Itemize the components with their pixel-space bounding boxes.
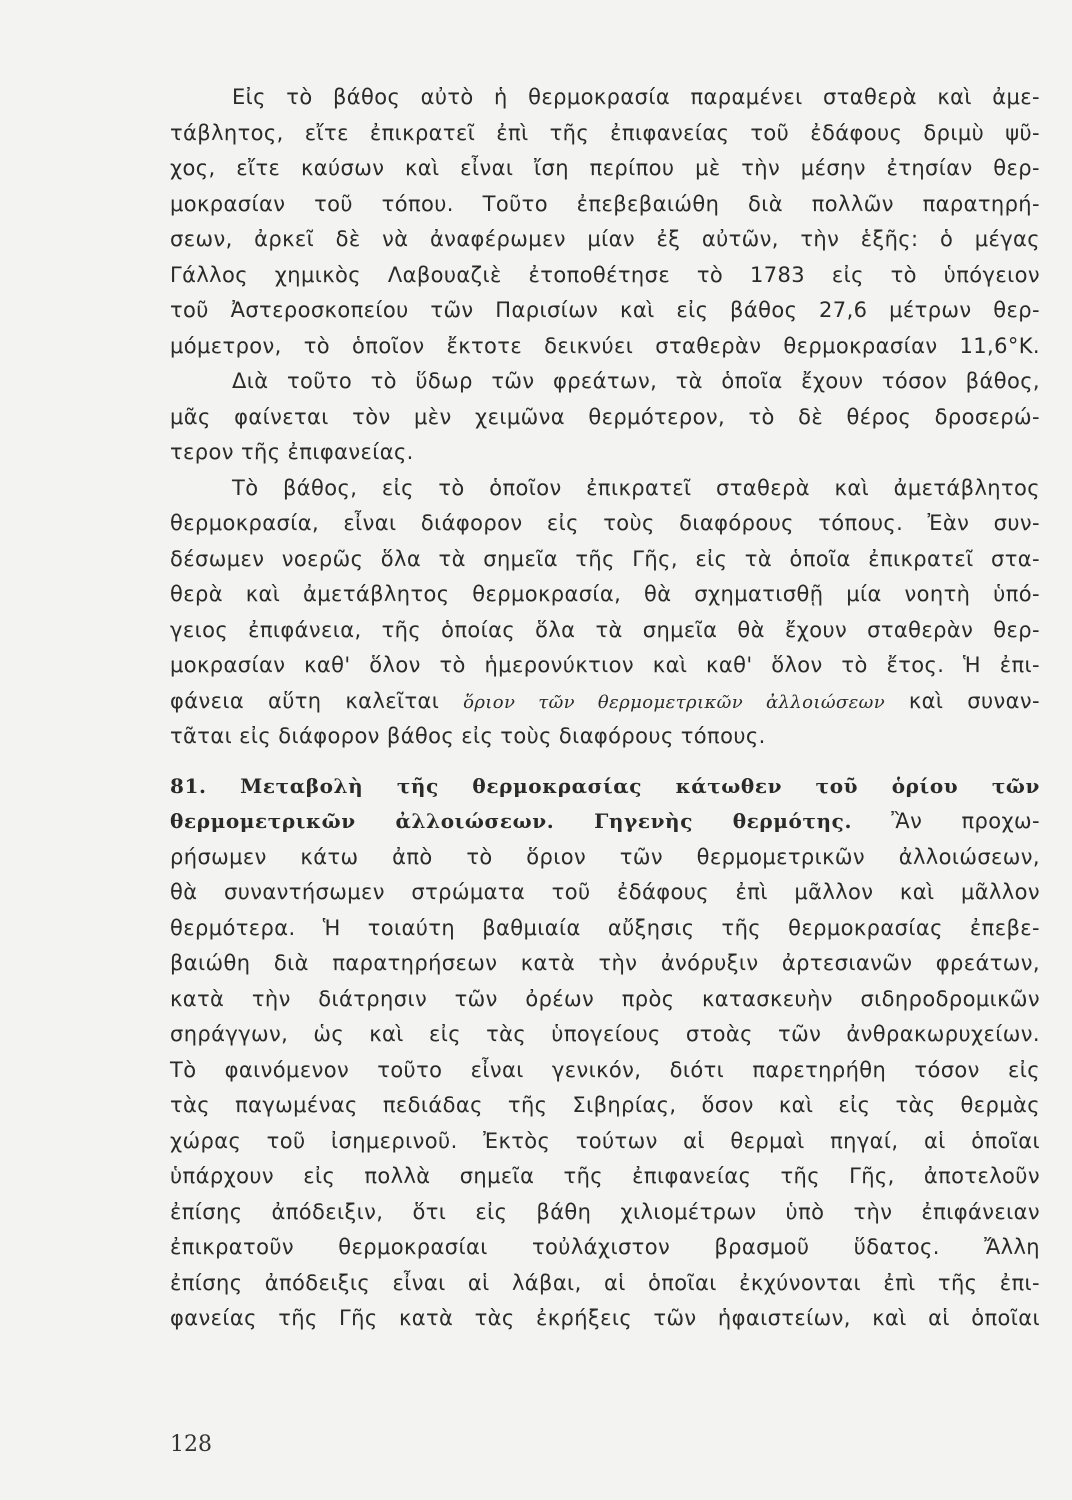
paragraph-line: Διὰ τοῦτο τὸ ὕδωρ τῶν φρεάτων, τὰ ὁποῖα ἔχουν τόσον βάθος, [232, 369, 1040, 393]
paragraph-line: ἐπίσης ἀπόδειξιν, ὅτι εἰς βάθη χιλιομέτρων ὑπὸ τὴν ἐπιφάνειαν [170, 1199, 1040, 1224]
line-suffix: καὶ συναν- [885, 688, 1040, 713]
paragraph-line: Γάλλος χημικὸς Λαβουαζιὲ ἐτοποθέτησε τὸ 1783 εἰς τὸ ὑπόγειον [170, 262, 1040, 287]
paragraph-line: θὰ συναντήσωμεν στρώματα τοῦ ἐδάφους ἐπὶ μᾶλλον καὶ μᾶλλον [170, 880, 1040, 904]
paragraph-line: μοκρασίαν καθ' ὅλον τὸ ἡμερονύκτιον καὶ καθ' ὅλον τὸ ἔτος. Ἡ ἐπι- [170, 653, 1040, 677]
paragraph-line: θερμότερα. Ἡ τοιαύτη βαθμιαία αὔξησις τῆς θερμοκρασίας ἐπεβε- [170, 915, 1040, 940]
section-heading-bold: θερμομετρικῶν ἀλλοιώσεων. Γηγενὴς θερμότης. [170, 809, 853, 833]
paragraph-line: τερον τῆς ἐπιφανείας. [170, 440, 414, 464]
section-heading: 81. Μεταβολὴ τῆς θερμοκρασίας κάτωθεν τοῦ ὁρίου τῶν [170, 773, 1040, 798]
paragraph-line: κατὰ τὴν διάτρησιν τῶν ὀρέων πρὸς κατασκευὴν σιδηροδρομικῶν [170, 986, 1040, 1011]
paragraph-line-with-term [170, 684, 1040, 720]
paragraph-line: θερὰ καὶ ἀμετάβλητος θερμοκρασία, θὰ σχηματισθῇ μία νοητὴ ὑπό- [170, 582, 1040, 606]
paragraph-line: δέσωμεν νοερῶς ὅλα τὰ σημεῖα τῆς Γῆς, εἰς τὰ ὁποῖα ἐπικρατεῖ στα- [170, 546, 1040, 571]
paragraph-line: ἐπίσης ἀπόδειξις εἶναι αἱ λάβαι, αἱ ὁποῖαι ἐκχύνονται ἐπὶ τῆς ἐπι- [170, 1270, 1040, 1295]
paragraph-line: σεων, ἀρκεῖ δὲ νὰ ἀναφέρωμεν μίαν ἐξ αὐτῶν, τὴν ἑξῆς: ὁ μέγας [170, 227, 1040, 251]
paragraph-line: Τὸ φαινόμενον τοῦτο εἶναι γενικόν, διότι παρετηρήθη τόσον εἰς [170, 1057, 1040, 1082]
paragraph-thermal-depth [170, 80, 1040, 1337]
section-spacer [170, 755, 1040, 769]
section-heading-continued [170, 804, 1040, 840]
italic-term: ὅριον τῶν θερμομετρικῶν ἀλλοιώσεων [463, 691, 886, 713]
paragraph-line: Τὸ βάθος, εἰς τὸ ὁποῖον ἐπικρατεῖ σταθερὰ καὶ ἀμετάβλητος [232, 475, 1040, 500]
paragraph-line: σηράγγων, ὡς καὶ εἰς τὰς ὑπογείους στοὰς τῶν ἀνθρακωρυχείων. [170, 1022, 1040, 1046]
paragraph-line: τὰς παγωμένας πεδιάδας τῆς Σιβηρίας, ὅσον καὶ εἰς τὰς θερμὰς [170, 1093, 1040, 1117]
paragraph-line: θερμοκρασία, εἶναι διάφορον εἰς τοὺς διαφόρους τόπους. Ἐὰν συν- [170, 511, 1040, 535]
paragraph-line: Εἰς τὸ βάθος αὐτὸ ἡ θερμοκρασία παραμένει σταθερὰ καὶ ἀμε- [232, 85, 1040, 109]
paragraph-line: μᾶς φαίνεται τὸν μὲν χειμῶνα θερμότερον, τὸ δὲ θέρος δροσερώ- [170, 404, 1040, 429]
page-number: 128 [170, 1432, 212, 1457]
paragraph-line: τᾶται εἰς διάφορον βάθος εἰς τοὺς διαφόρους τόπους. [170, 724, 766, 748]
line-prefix: φάνεια αὕτη καλεῖται [170, 688, 464, 713]
paragraph-line: ἐπικρατοῦν θερμοκρασίαι τοὐλάχιστον βρασμοῦ ὕδατος. Ἄλλη [170, 1235, 1040, 1259]
paragraph-line: γειος ἐπιφάνεια, τῆς ὁποίας ὅλα τὰ σημεῖα θὰ ἔχουν σταθερὰν θερ- [170, 617, 1040, 642]
paragraph-line: τάβλητος, εἴτε ἐπικρατεῖ ἐπὶ τῆς ἐπιφανείας τοῦ ἐδάφους δριμὺ ψῦ- [170, 120, 1040, 145]
paragraph-line: χος, εἴτε καύσων καὶ εἶναι ἴση περίπου μὲ τὴν μέσην ἐτησίαν θερ- [170, 156, 1040, 180]
paragraph-line: χώρας τοῦ ἰσημερινοῦ. Ἐκτὸς τούτων αἱ θερμαὶ πηγαί, αἱ ὁποῖαι [170, 1128, 1040, 1153]
paragraph-line: ρήσωμεν κάτω ἀπὸ τὸ ὅριον τῶν θερμομετρικῶν ἀλλοιώσεων, [170, 844, 1040, 869]
paragraph-line: μοκρασίαν τοῦ τόπου. Τοῦτο ἐπεβεβαιώθη διὰ πολλῶν παρατηρή- [170, 191, 1040, 216]
paragraph-line: ὑπάρχουν εἰς πολλὰ σημεῖα τῆς ἐπιφανείας τῆς Γῆς, ἀποτελοῦν [170, 1164, 1040, 1188]
paragraph-line: βαιώθη διὰ παρατηρήσεων κατὰ τὴν ἀνόρυξιν ἀρτεσιανῶν φρεάτων, [170, 951, 1040, 975]
section-body-start: Ἂν προχω- [852, 809, 1040, 833]
paragraph-line: μόμετρον, τὸ ὁποῖον ἔκτοτε δεικνύει σταθερὰν θερμοκρασίαν 11,6°Κ. [170, 333, 1040, 358]
paragraph-line: φανείας τῆς Γῆς κατὰ τὰς ἐκρήξεις τῶν ἡφαιστείων, καὶ αἱ ὁποῖαι [170, 1306, 1040, 1330]
paragraph-line: τοῦ Ἀστεροσκοπείου τῶν Παρισίων καὶ εἰς βάθος 27,6 μέτρων θερ- [170, 298, 1040, 322]
